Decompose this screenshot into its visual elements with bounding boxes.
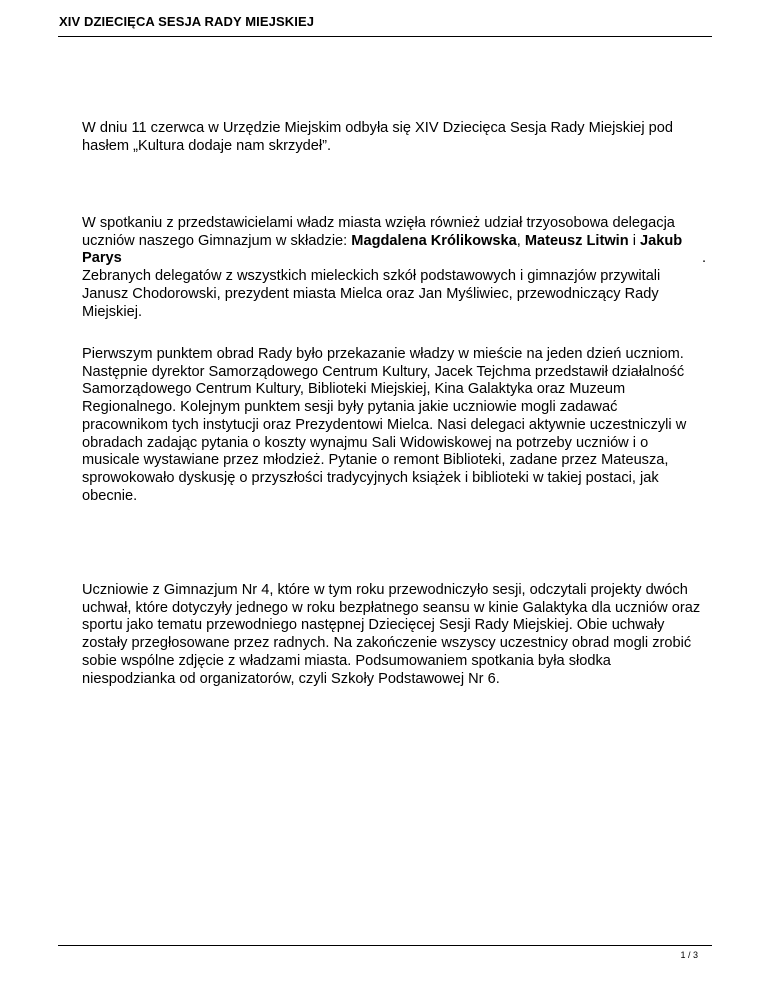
text-line: W dniu 11 czerwca w Urzędzie Miejskim odbyła się XIV Dziecięca Sesja Rady Miejskiej pod bbox=[82, 120, 673, 136]
page-footer bbox=[58, 945, 712, 960]
text-line: zostały przegłosowane przez radnych. Na zakończenie wszyscy uczestnicy obrad mogli zrobić bbox=[82, 635, 692, 652]
page-number: 1 / 3 bbox=[680, 950, 698, 960]
header-title: XIV DZIECIĘCA SESJA RADY MIEJSKIEJ bbox=[59, 14, 315, 29]
text-line: Samorządowego Centrum Kultury, Biblioteki Miejskiej, Kina Galaktyka oraz Muzeum bbox=[82, 381, 626, 398]
text-line: sobie wspólne zdjęcie z władzami miasta. Podsumowaniem spotkania była słodka bbox=[82, 652, 611, 669]
paragraph-delegation bbox=[82, 215, 706, 321]
trailing-dot: . bbox=[701, 250, 706, 266]
text-line: obradach zadając pytania o koszty wynajmu Sali Widowiskowej na potrzeby uczniów i o bbox=[82, 434, 649, 451]
text-line: Uczniowie z Gimnazjum Nr 4, które w tym roku przewodniczyło sesji, odczytali projekty dwóch bbox=[82, 582, 688, 598]
text-fragment: , bbox=[516, 232, 525, 249]
delegate-name-1: Magdalena Królikowska bbox=[351, 232, 517, 249]
text-line: Janusz Chodorowski, prezydent miasta Mielca oraz Jan Myśliwiec, przewodniczący Rady bbox=[82, 285, 659, 302]
text-line: Regionalnego. Kolejnym punktem sesji były pytania jakie uczniowie mogli zadawać bbox=[82, 399, 618, 416]
delegate-name-2: Mateusz Litwin bbox=[524, 232, 629, 249]
paragraph-session-proceedings bbox=[82, 346, 702, 505]
page-header bbox=[58, 12, 712, 37]
text-line: Następnie dyrektor Samorządowego Centrum Kultury, Jacek Tejchma przedstawił działalność bbox=[82, 363, 685, 380]
text-line: Miejskiej. bbox=[82, 303, 143, 320]
text-line: uchwał, które dotyczyły jednego w roku bezpłatnego seansu w kinie Galaktyka dla uczniów oraz bbox=[82, 599, 701, 616]
text-line: musicale wystawiane przez młodzież. Pytanie o remont Biblioteki, zadane przez Mateusza, bbox=[82, 452, 669, 469]
text-line: niespodzianka od organizatorów, czyli Szkoły Podstawowej Nr 6. bbox=[82, 670, 500, 687]
text-line: W spotkaniu z przedstawicielami władz miasta wzięła również udział trzyosobowa delegacja bbox=[82, 215, 675, 231]
paragraph-intro bbox=[82, 120, 702, 155]
delegate-name-3-first: Jakub bbox=[640, 232, 683, 249]
text-line: pracownikom tych instytucji oraz Prezydentowi Mielca. Nasi delegaci aktywnie uczestniczyli w bbox=[82, 416, 687, 433]
text-line: Zebranych delegatów z wszystkich mieleckich szkół podstawowych i gimnazjów przywitali bbox=[82, 268, 661, 285]
delegate-name-3-last: Parys bbox=[82, 250, 122, 267]
text-line: hasłem „Kultura dodaje nam skrzydeł”. bbox=[82, 137, 332, 154]
text-fragment: i bbox=[628, 232, 640, 249]
text-line: sprowokowało dyskusję o przyszłości tradycyjnych książek i biblioteki w takiej postaci, jak bbox=[82, 469, 659, 486]
paragraph-resolutions bbox=[82, 582, 702, 688]
text-line bbox=[82, 233, 702, 251]
text-line bbox=[82, 250, 702, 268]
text-fragment: uczniów naszego Gimnazjum w składzie: bbox=[82, 232, 352, 249]
text-line: obecnie. bbox=[82, 487, 138, 504]
text-line: sportu jako tematu przewodniego następnej Dziecięcej Sesji Rady Miejskiej. Obie uchwały bbox=[82, 617, 665, 634]
text-line: Pierwszym punktem obrad Rady było przekazanie władzy w mieście na jeden dzień uczniom. bbox=[82, 346, 684, 362]
